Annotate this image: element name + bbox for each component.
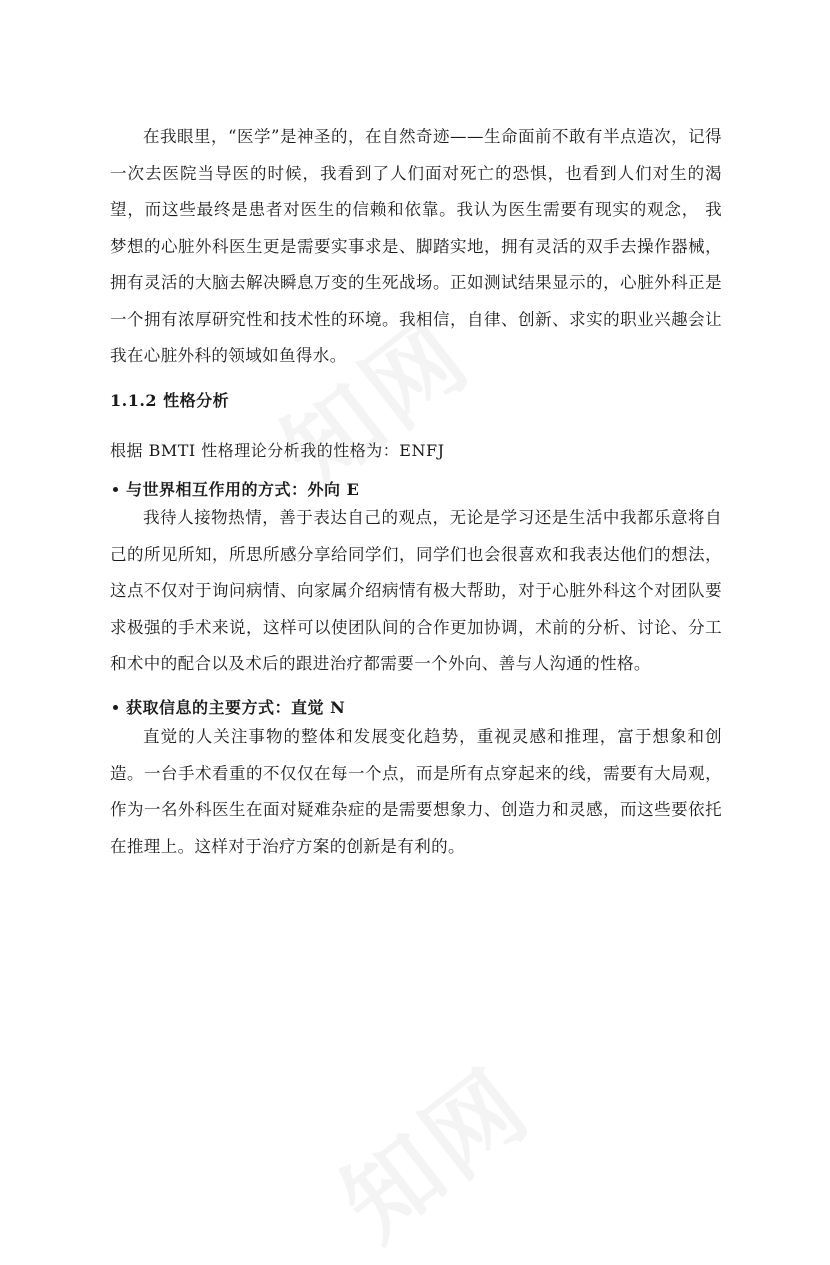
paragraph-2-text: 我待人接物热情，善于表达自己的观点，无论是学习还是生活中我都乐意将自己的所见所知，所思所感分享给同学们，同学们也会很喜欢和我表达他们的想法，这点不仅对于询问病情、向家属介绍病情有极大帮助，对于心脏外科这个对团队要求极强的手术来说，这样可以使团队间的合作更加协调，术前的分析、讨论、分工和术中的配合以及术后的跟进治疗都需要一个外向、善与人沟通的性格。 (110, 508, 722, 673)
bullet-1-text: 与世界相互作用的方式：外向 E (126, 480, 360, 499)
paragraph-medicine-view (110, 119, 722, 375)
bullet-2-text: 获取信息的主要方式：直觉 N (126, 698, 346, 717)
paragraph-intuition (110, 719, 722, 865)
personality-intro: 根据 BMTI 性格理论分析我的性格为：ENFJ (110, 441, 445, 460)
section-heading: 1.1.2 性格分析 (110, 391, 230, 410)
bullet-dot-icon (113, 487, 118, 492)
bullet-dot-icon (113, 705, 118, 710)
watermark-bottom (309, 1032, 554, 1265)
paragraph-3-text: 直觉的人关注事物的整体和发展变化趋势，重视灵感和推理，富于想象和创造。一台手术看重的不仅仅在每一个点，而是所有点穿起来的线，需要有大局观， 作为一名外科医生在面对疑难杂症的是需要想象力、创造力和灵感，而这些要依托在推理上。这样对于治疗方案的创新是有利的。 (110, 727, 722, 856)
paragraph-extraversion (110, 500, 722, 683)
paragraph-1-text: 在我眼里，“医学”是神圣的，在自然奇迹——生命面前不敢有半点造次，记得一次去医院当导医的时候，我看到了人们面对死亡的恐惧，也看到人们对生的渴望，而这些最终是患者对医生的信赖和依靠。我认为医生需要有现实的观念， 我梦想的心脏外科医生更是需要实事求是、脚踏实地，拥有灵活的双手去操作器械，拥有灵活的大脑去解决瞬息万变的生死战场。正如测试结果显示的，心脏外科正是一个拥有浓厚研究性和技术性的环境。我相信，自律、创新、求实的职业兴趣会让我在心脏外科的领域如鱼得水。 (110, 127, 722, 365)
